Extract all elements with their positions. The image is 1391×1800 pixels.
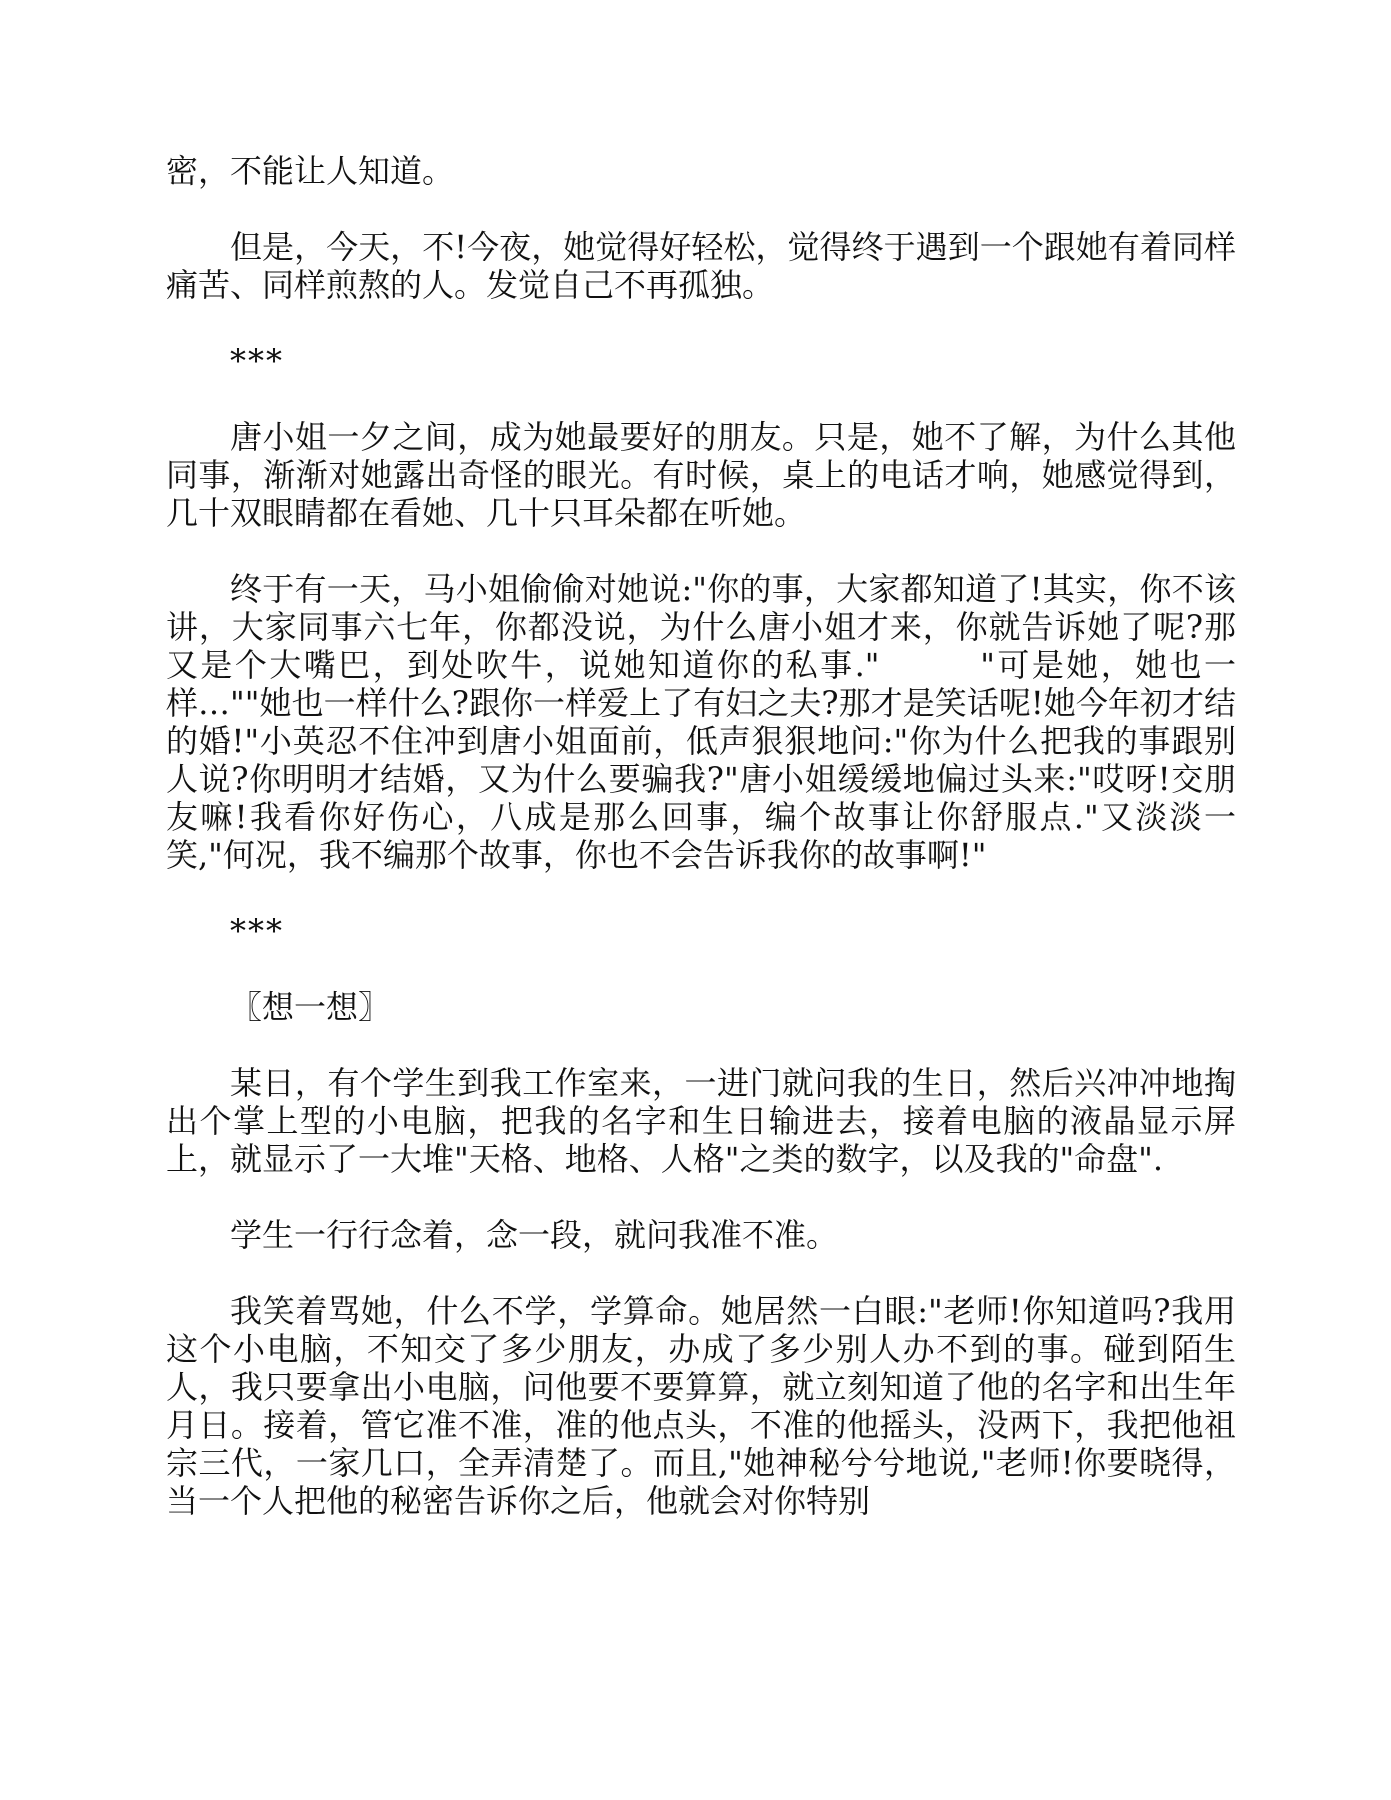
section-separator: ***: [230, 342, 284, 380]
paragraph: 终于有一天，马小姐偷偷对她说:"你的事，大家都知道了!其实，你不该讲，大家同事六七年，你都没说，为什么唐小姐才来，你就告诉她了呢?那又是个大嘴巴，到处吹牛，说她知道你的私事." "可是她，她也一样…""她也一样什么?跟你一样爱上了有妇之夫?那才是笑话呢!她今年初才结的婚!"小英忍不住冲到唐小姐面前，低声狠狠地问:"你为什么把我的事跟别人说?你明明才结婚，又为什么要骗我?"唐小姐缓缓地偏过头来:"哎呀!交朋友嘛!我看你好伤心，八成是那么回事，编个故事让你舒服点."又淡淡一笑,"何况，我不编那个故事，你也不会告诉我你的故事啊!": [166, 570, 1236, 874]
paragraph: 密，不能让人知道。: [166, 152, 455, 190]
paragraph: 某日，有个学生到我工作室来，一进门就问我的生日，然后兴冲冲地掏出个掌上型的小电脑，把我的名字和生日输进去，接着电脑的液晶显示屏上，就显示了一大堆"天格、地格、人格"之类的数字，以及我的"命盘".: [166, 1064, 1236, 1178]
paragraph: 但是，今天，不!今夜，她觉得好轻松，觉得终于遇到一个跟她有着同样痛苦、同样煎熬的人。发觉自己不再孤独。: [166, 228, 1236, 304]
paragraph: 学生一行行念着，念一段，就问我准不准。: [230, 1216, 839, 1254]
section-separator: ***: [230, 912, 284, 950]
paragraph: 唐小姐一夕之间，成为她最要好的朋友。只是，她不了解，为什么其他同事，渐渐对她露出奇怪的眼光。有时候，桌上的电话才响，她感觉得到，几十双眼睛都在看她、几十只耳朵都在听她。: [166, 418, 1236, 532]
paragraph: 我笑着骂她，什么不学，学算命。她居然一白眼:"老师!你知道吗?我用这个小电脑，不知交了多少朋友，办成了多少别人办不到的事。碰到陌生人，我只要拿出小电脑，问他要不要算算，就立刻知道了他的名字和出生年月日。接着，管它准不准，准的他点头，不准的他摇头，没两下，我把他祖宗三代，一家几口，全弄清楚了。而且,"她神秘兮兮地说,"老师!你要晓得，当一个人把他的秘密告诉你之后，他就会对你特别: [166, 1292, 1236, 1520]
body-text: [166, 152, 1236, 1558]
section-heading: 〖想一想〗: [230, 988, 391, 1026]
